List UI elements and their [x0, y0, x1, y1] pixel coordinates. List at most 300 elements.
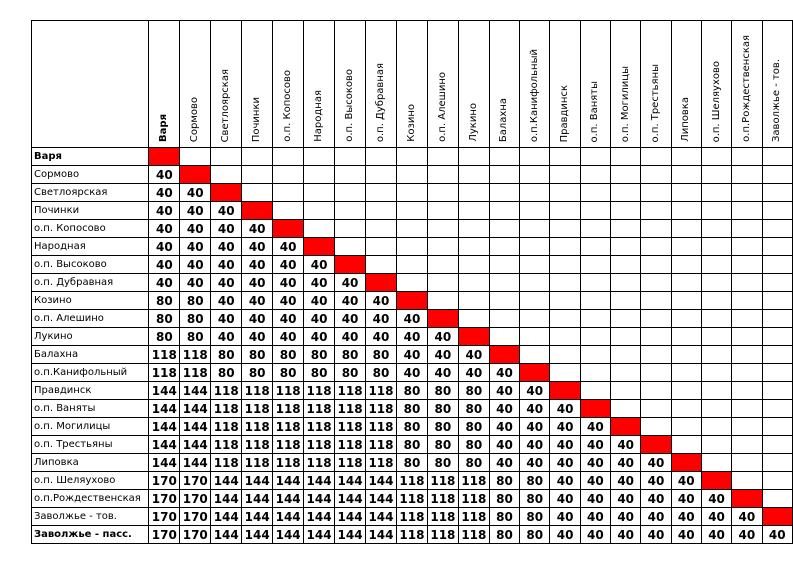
- fare-cell: 170: [180, 508, 211, 526]
- diagonal-cell: [149, 148, 180, 166]
- empty-cell: [580, 148, 610, 166]
- fare-cell: 118: [427, 472, 458, 490]
- fare-cell: 144: [304, 472, 335, 490]
- row-station-name: о.п. Ваняты: [32, 400, 149, 418]
- empty-cell: [427, 202, 458, 220]
- empty-cell: [458, 220, 489, 238]
- empty-cell: [732, 274, 762, 292]
- fare-cell: 144: [180, 400, 211, 418]
- empty-cell: [701, 382, 731, 400]
- empty-cell: [580, 184, 610, 202]
- fare-cell: 40: [580, 418, 610, 436]
- fare-cell: 40: [458, 364, 489, 382]
- empty-cell: [273, 184, 304, 202]
- diagonal-cell: [520, 364, 550, 382]
- empty-cell: [427, 184, 458, 202]
- empty-cell: [520, 256, 550, 274]
- fare-cell: 118: [366, 382, 397, 400]
- table-row: [32, 238, 793, 256]
- fare-cell: 144: [180, 454, 211, 472]
- empty-cell: [671, 148, 701, 166]
- empty-cell: [520, 328, 550, 346]
- corner-cell: [32, 21, 149, 148]
- empty-cell: [489, 148, 519, 166]
- empty-cell: [273, 202, 304, 220]
- column-header-label: Козино: [405, 104, 417, 142]
- fare-cell: 118: [458, 526, 489, 544]
- fare-cell: 40: [671, 508, 701, 526]
- empty-cell: [701, 256, 731, 274]
- fare-cell: 118: [458, 472, 489, 490]
- empty-cell: [550, 364, 580, 382]
- empty-cell: [273, 166, 304, 184]
- column-header: [458, 21, 489, 148]
- diagonal-cell: [458, 328, 489, 346]
- fare-cell: 80: [149, 310, 180, 328]
- empty-cell: [701, 328, 731, 346]
- row-station-name: Лукино: [32, 328, 149, 346]
- empty-cell: [732, 166, 762, 184]
- fare-cell: 80: [396, 418, 427, 436]
- fare-cell: 118: [304, 454, 335, 472]
- empty-cell: [671, 256, 701, 274]
- fare-cell: 40: [580, 436, 610, 454]
- fare-cell: 80: [273, 364, 304, 382]
- fare-cell: 40: [273, 310, 304, 328]
- empty-cell: [762, 346, 793, 364]
- diagonal-cell: [641, 436, 671, 454]
- fare-cell: 40: [149, 202, 180, 220]
- fare-cell: 144: [366, 490, 397, 508]
- row-station-name: Варя: [32, 148, 149, 166]
- empty-cell: [701, 166, 731, 184]
- empty-cell: [580, 220, 610, 238]
- column-header-label: Заволжье - тов.: [771, 59, 783, 142]
- column-header: [520, 21, 550, 148]
- empty-cell: [458, 166, 489, 184]
- fare-cell: 40: [180, 274, 211, 292]
- empty-cell: [304, 148, 335, 166]
- empty-cell: [304, 166, 335, 184]
- empty-cell: [762, 292, 793, 310]
- empty-cell: [396, 238, 427, 256]
- fare-cell: 40: [762, 526, 793, 544]
- fare-cell: 40: [366, 328, 397, 346]
- fare-cell: 144: [366, 508, 397, 526]
- empty-cell: [396, 274, 427, 292]
- fare-cell: 118: [242, 454, 273, 472]
- fare-cell: 144: [149, 400, 180, 418]
- diagonal-cell: [335, 256, 366, 274]
- empty-cell: [732, 364, 762, 382]
- empty-cell: [273, 148, 304, 166]
- empty-cell: [366, 166, 397, 184]
- table-row: [32, 148, 793, 166]
- empty-cell: [671, 274, 701, 292]
- fare-cell: 118: [304, 382, 335, 400]
- column-header: [211, 21, 242, 148]
- fare-cell: 80: [366, 364, 397, 382]
- fare-cell: 80: [489, 508, 519, 526]
- fare-cell: 40: [211, 238, 242, 256]
- fare-cell: 40: [335, 274, 366, 292]
- empty-cell: [550, 238, 580, 256]
- empty-cell: [366, 256, 397, 274]
- empty-cell: [762, 382, 793, 400]
- fare-cell: 40: [520, 418, 550, 436]
- row-station-name: Липовка: [32, 454, 149, 472]
- fare-cell: 118: [211, 436, 242, 454]
- empty-cell: [458, 274, 489, 292]
- empty-cell: [396, 220, 427, 238]
- column-header: [611, 21, 641, 148]
- empty-cell: [611, 220, 641, 238]
- empty-cell: [520, 166, 550, 184]
- empty-cell: [550, 292, 580, 310]
- table-row: [32, 346, 793, 364]
- empty-cell: [396, 202, 427, 220]
- fare-cell: 40: [489, 400, 519, 418]
- fare-cell: 40: [211, 220, 242, 238]
- fare-cell: 144: [242, 472, 273, 490]
- column-header: [701, 21, 731, 148]
- fare-cell: 40: [180, 184, 211, 202]
- fare-cell: 144: [366, 526, 397, 544]
- fare-cell: 118: [427, 490, 458, 508]
- fare-cell: 118: [396, 472, 427, 490]
- empty-cell: [427, 238, 458, 256]
- fare-cell: 40: [550, 436, 580, 454]
- row-station-name: Заволжье - пасс.: [32, 526, 149, 544]
- fare-cell: 40: [211, 256, 242, 274]
- empty-cell: [641, 256, 671, 274]
- empty-cell: [762, 202, 793, 220]
- fare-cell: 118: [335, 382, 366, 400]
- header-row: [32, 21, 793, 148]
- empty-cell: [641, 238, 671, 256]
- fare-cell: 40: [550, 490, 580, 508]
- table-row: [32, 508, 793, 526]
- empty-cell: [396, 256, 427, 274]
- fare-cell: 40: [273, 292, 304, 310]
- empty-cell: [641, 310, 671, 328]
- fare-cell: 170: [149, 472, 180, 490]
- empty-cell: [458, 202, 489, 220]
- empty-cell: [550, 274, 580, 292]
- column-header-label: о.п. Копосово: [282, 70, 294, 142]
- row-station-name: Народная: [32, 238, 149, 256]
- fare-cell: 118: [366, 454, 397, 472]
- fare-cell: 40: [671, 526, 701, 544]
- empty-cell: [641, 274, 671, 292]
- fare-cell: 80: [520, 490, 550, 508]
- table-row: [32, 202, 793, 220]
- fare-cell: 40: [550, 418, 580, 436]
- empty-cell: [335, 220, 366, 238]
- fare-cell: 80: [427, 400, 458, 418]
- fare-cell: 144: [304, 526, 335, 544]
- fare-cell: 80: [427, 454, 458, 472]
- fare-cell: 40: [149, 184, 180, 202]
- fare-cell: 118: [273, 454, 304, 472]
- column-header-label: Сормово: [189, 96, 201, 142]
- empty-cell: [550, 220, 580, 238]
- fare-cell: 170: [180, 490, 211, 508]
- column-header-label: о.п.Рождественская: [740, 35, 752, 142]
- diagonal-cell: [611, 418, 641, 436]
- fare-cell: 118: [396, 490, 427, 508]
- fare-cell: 40: [149, 256, 180, 274]
- column-header: [149, 21, 180, 148]
- empty-cell: [366, 238, 397, 256]
- empty-cell: [366, 202, 397, 220]
- fare-cell: 40: [180, 238, 211, 256]
- empty-cell: [732, 382, 762, 400]
- fare-cell: 144: [180, 382, 211, 400]
- empty-cell: [489, 274, 519, 292]
- empty-cell: [732, 310, 762, 328]
- fare-cell: 144: [211, 472, 242, 490]
- fare-cell: 118: [273, 382, 304, 400]
- fare-cell: 118: [335, 436, 366, 454]
- fare-cell: 80: [211, 346, 242, 364]
- empty-cell: [611, 166, 641, 184]
- empty-cell: [489, 292, 519, 310]
- row-station-name: о.п.Рождественская: [32, 490, 149, 508]
- fare-cell: 40: [149, 274, 180, 292]
- fare-cell: 40: [427, 328, 458, 346]
- fare-cell: 118: [458, 490, 489, 508]
- row-station-name: Балахна: [32, 346, 149, 364]
- fare-cell: 144: [211, 490, 242, 508]
- table-row: [32, 364, 793, 382]
- fare-cell: 40: [242, 292, 273, 310]
- fare-cell: 40: [396, 346, 427, 364]
- empty-cell: [671, 202, 701, 220]
- row-station-name: Козино: [32, 292, 149, 310]
- column-header: [550, 21, 580, 148]
- column-header-label: о.п. Трестьяны: [649, 63, 661, 142]
- fare-cell: 40: [427, 346, 458, 364]
- column-header: [671, 21, 701, 148]
- column-header: [242, 21, 273, 148]
- empty-cell: [671, 166, 701, 184]
- column-header-label: о.п. Могилицы: [619, 65, 631, 142]
- row-station-name: Сормово: [32, 166, 149, 184]
- empty-cell: [335, 238, 366, 256]
- empty-cell: [550, 346, 580, 364]
- column-header-label: Лукино: [467, 103, 479, 142]
- empty-cell: [762, 274, 793, 292]
- empty-cell: [427, 220, 458, 238]
- empty-cell: [458, 292, 489, 310]
- column-header-label: Липовка: [680, 97, 692, 142]
- fare-cell: 80: [396, 382, 427, 400]
- empty-cell: [489, 310, 519, 328]
- empty-cell: [671, 400, 701, 418]
- empty-cell: [580, 292, 610, 310]
- fare-cell: 40: [149, 238, 180, 256]
- empty-cell: [762, 238, 793, 256]
- empty-cell: [580, 238, 610, 256]
- fare-cell: 40: [273, 328, 304, 346]
- fare-cell: 144: [366, 472, 397, 490]
- fare-cell: 144: [180, 436, 211, 454]
- diagonal-cell: [427, 310, 458, 328]
- fare-cell: 40: [580, 526, 610, 544]
- empty-cell: [611, 274, 641, 292]
- fare-cell: 40: [489, 436, 519, 454]
- fare-cell: 118: [304, 436, 335, 454]
- empty-cell: [520, 310, 550, 328]
- empty-cell: [304, 202, 335, 220]
- fare-cell: 118: [211, 382, 242, 400]
- empty-cell: [580, 328, 610, 346]
- empty-cell: [458, 148, 489, 166]
- diagonal-cell: [211, 184, 242, 202]
- fare-cell: 40: [671, 490, 701, 508]
- column-header: [732, 21, 762, 148]
- empty-cell: [489, 238, 519, 256]
- fare-matrix-table: [31, 20, 793, 544]
- fare-cell: 40: [701, 508, 731, 526]
- empty-cell: [701, 310, 731, 328]
- fare-cell: 80: [489, 526, 519, 544]
- fare-cell: 80: [180, 328, 211, 346]
- empty-cell: [611, 256, 641, 274]
- fare-cell: 80: [458, 454, 489, 472]
- fare-cell: 40: [180, 256, 211, 274]
- column-header-label: о.п. Дубравная: [374, 62, 386, 142]
- table-row: [32, 310, 793, 328]
- empty-cell: [641, 364, 671, 382]
- fare-cell: 118: [396, 508, 427, 526]
- empty-cell: [641, 292, 671, 310]
- diagonal-cell: [273, 220, 304, 238]
- empty-cell: [489, 166, 519, 184]
- diagonal-cell: [762, 508, 793, 526]
- empty-cell: [671, 310, 701, 328]
- empty-cell: [611, 238, 641, 256]
- fare-cell: 40: [641, 490, 671, 508]
- empty-cell: [520, 292, 550, 310]
- empty-cell: [550, 148, 580, 166]
- fare-cell: 80: [180, 292, 211, 310]
- fare-cell: 40: [149, 220, 180, 238]
- fare-cell: 118: [211, 400, 242, 418]
- fare-cell: 118: [211, 418, 242, 436]
- column-header: [396, 21, 427, 148]
- fare-cell: 40: [242, 274, 273, 292]
- fare-cell: 118: [304, 400, 335, 418]
- empty-cell: [762, 400, 793, 418]
- empty-cell: [427, 148, 458, 166]
- empty-cell: [611, 202, 641, 220]
- empty-cell: [762, 166, 793, 184]
- fare-cell: 118: [180, 364, 211, 382]
- fare-cell: 40: [211, 292, 242, 310]
- empty-cell: [732, 184, 762, 202]
- fare-cell: 80: [273, 346, 304, 364]
- empty-cell: [580, 382, 610, 400]
- diagonal-cell: [242, 202, 273, 220]
- empty-cell: [458, 238, 489, 256]
- empty-cell: [211, 166, 242, 184]
- fare-cell: 40: [304, 292, 335, 310]
- empty-cell: [732, 436, 762, 454]
- empty-cell: [611, 310, 641, 328]
- fare-cell: 144: [242, 508, 273, 526]
- fare-cell: 40: [611, 508, 641, 526]
- fare-cell: 80: [489, 490, 519, 508]
- fare-cell: 40: [396, 310, 427, 328]
- empty-cell: [701, 436, 731, 454]
- fare-cell: 40: [242, 328, 273, 346]
- empty-cell: [641, 148, 671, 166]
- empty-cell: [304, 220, 335, 238]
- column-header: [427, 21, 458, 148]
- fare-cell: 40: [180, 220, 211, 238]
- diagonal-cell: [701, 472, 731, 490]
- empty-cell: [520, 238, 550, 256]
- fare-cell: 40: [701, 490, 731, 508]
- empty-cell: [671, 364, 701, 382]
- empty-cell: [762, 184, 793, 202]
- table-row: [32, 256, 793, 274]
- empty-cell: [762, 436, 793, 454]
- empty-cell: [180, 148, 211, 166]
- empty-cell: [701, 346, 731, 364]
- fare-cell: 80: [427, 436, 458, 454]
- empty-cell: [366, 148, 397, 166]
- fare-cell: 118: [273, 436, 304, 454]
- fare-cell: 40: [580, 508, 610, 526]
- empty-cell: [762, 472, 793, 490]
- fare-cell: 40: [550, 400, 580, 418]
- empty-cell: [242, 148, 273, 166]
- fare-cell: 144: [273, 472, 304, 490]
- column-header: [580, 21, 610, 148]
- fare-cell: 80: [396, 436, 427, 454]
- fare-cell: 40: [580, 490, 610, 508]
- column-header-label: о.п. Шеляухово: [710, 60, 722, 142]
- fare-cell: 80: [335, 364, 366, 382]
- table-row: [32, 292, 793, 310]
- row-station-name: Заволжье - тов.: [32, 508, 149, 526]
- empty-cell: [211, 148, 242, 166]
- empty-cell: [611, 148, 641, 166]
- empty-cell: [732, 256, 762, 274]
- fare-cell: 40: [611, 526, 641, 544]
- table-row: [32, 382, 793, 400]
- fare-cell: 118: [366, 400, 397, 418]
- table-row: [32, 526, 793, 544]
- empty-cell: [701, 148, 731, 166]
- empty-cell: [458, 310, 489, 328]
- empty-cell: [611, 184, 641, 202]
- empty-cell: [580, 310, 610, 328]
- fare-cell: 144: [149, 418, 180, 436]
- empty-cell: [550, 310, 580, 328]
- fare-cell: 144: [242, 526, 273, 544]
- fare-cell: 40: [611, 472, 641, 490]
- fare-cell: 80: [335, 346, 366, 364]
- fare-cell: 80: [396, 400, 427, 418]
- empty-cell: [762, 490, 793, 508]
- empty-cell: [641, 346, 671, 364]
- empty-cell: [366, 220, 397, 238]
- row-station-name: Правдинск: [32, 382, 149, 400]
